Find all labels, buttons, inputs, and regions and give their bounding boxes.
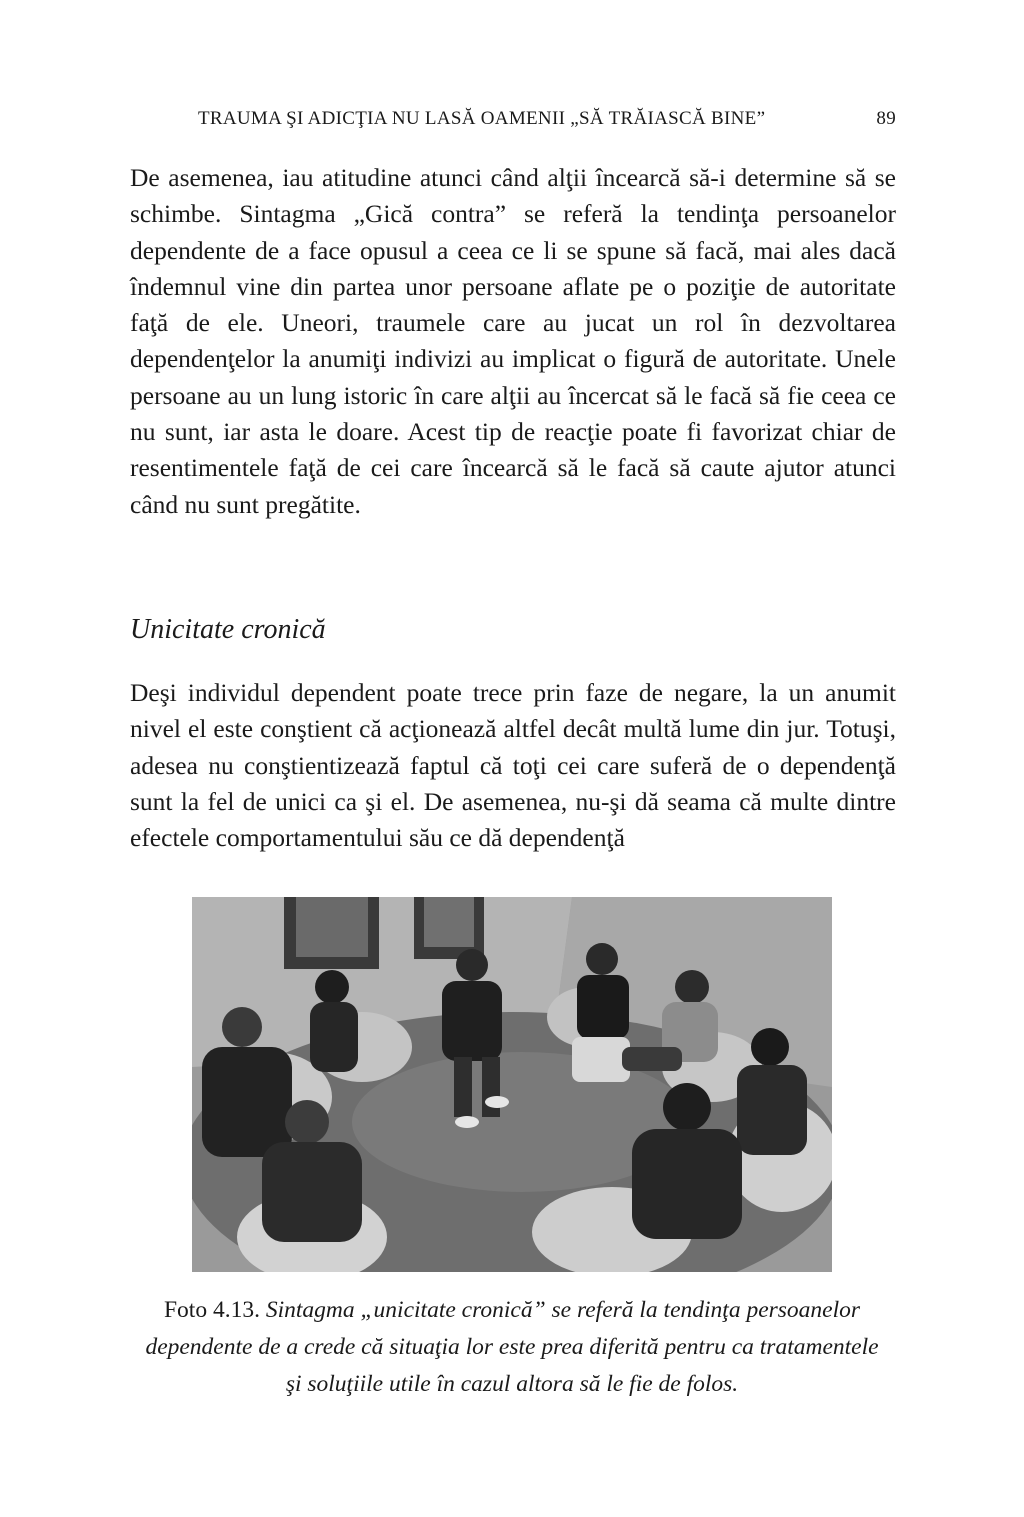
page-number: 89 xyxy=(876,108,896,129)
caption-text: Sintagma „unicitate cronică” se referă la tendinţa persoanelor dependente de a crede că situaţia lor este prea diferită pentru ca tratamentele şi soluţiile utile în cazul altora să le fie de folos. xyxy=(145,1297,879,1397)
body-paragraph-2: Deşi individul dependent poate trece prin faze de negare, la un anumit nivel el este conştient că acţionează altfel decât multă lume din jur. Totuşi, adesea nu conştientizează faptul că toţi cei care suferă de o dependenţă sunt la fel de unici ca şi el. De asemenea, nu-şi dă seama că multe dintre efectele comportamentului său ce dă dependenţă xyxy=(130,678,896,853)
section-heading: Unicitate cronică xyxy=(130,614,326,645)
running-title: TRAUMA ŞI ADICŢIA NU LASĂ OAMENII „SĂ TRĂIASCĂ BINE” xyxy=(198,108,766,129)
figure-caption xyxy=(140,1292,884,1403)
group-therapy-photo xyxy=(192,897,832,1272)
caption-label: Foto 4.13. xyxy=(163,1297,260,1323)
body-paragraph-1: De asemenea, iau atitudine atunci când alţii încearcă să-i determine să se schimbe. Sintagma „Gică contra” se referă la tendinţa persoanelor dependente de a face opusul a ceea ce li se spune să facă, mai ales dacă îndemnul vine din partea unor persoane aflate pe o poziţie de autoritate faţă de ele. Uneori, traumele care au jucat un rol în dezvoltarea dependenţelor la anumiţi indivizi au implicat o figură de autoritate. Unele persoane au un lung istoric în care alţii au încercat să le facă să fie ceea ce nu sunt, iar asta le doare. Acest tip de reacţie poate fi favorizat chiar de resentimentele faţă de cei care încearcă să le facă să caute ajutor atunci când nu sunt pregătite. xyxy=(130,163,896,519)
